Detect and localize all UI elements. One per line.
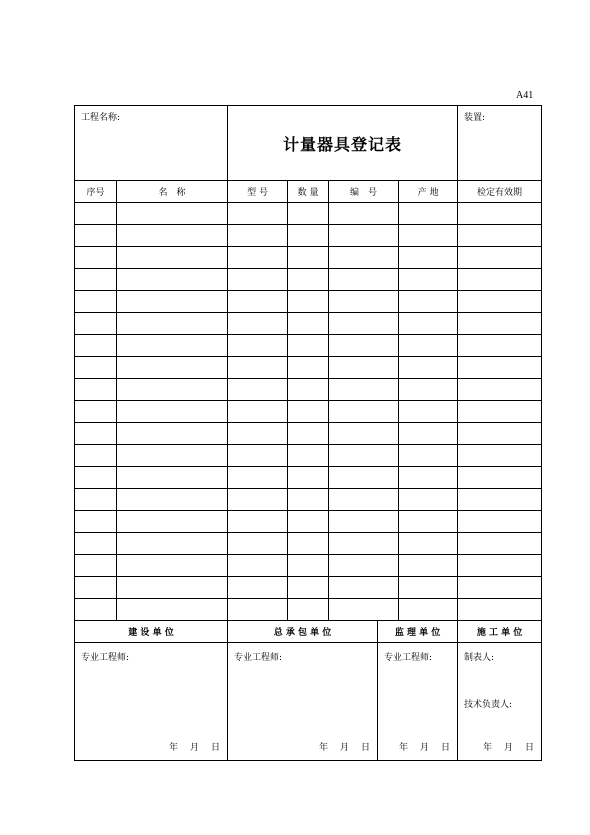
cell-name[interactable] (117, 533, 228, 555)
cell-name[interactable] (117, 313, 228, 335)
project-name-cell[interactable] (75, 106, 228, 181)
table-row (75, 555, 542, 577)
cell-origin[interactable] (399, 357, 458, 379)
cell-name[interactable] (117, 489, 228, 511)
cell-quantity[interactable] (288, 599, 329, 621)
form-code: A41 (516, 90, 534, 101)
cell-validity[interactable] (458, 423, 542, 445)
device-label: 装置: (464, 113, 486, 123)
unit-general-contractor: 总 承 包 单 位 (228, 621, 378, 643)
cell-index[interactable] (75, 291, 117, 313)
cell-index[interactable] (75, 467, 117, 489)
cell-model[interactable] (228, 423, 288, 445)
cell-number[interactable] (329, 379, 399, 401)
cell-origin[interactable] (399, 247, 458, 269)
cell-index[interactable] (75, 555, 117, 577)
cell-number[interactable] (329, 291, 399, 313)
cell-validity[interactable] (458, 247, 542, 269)
supervisor-date: 年 月 日 (398, 743, 453, 753)
cell-model[interactable] (228, 445, 288, 467)
cell-validity[interactable] (458, 291, 542, 313)
cell-model[interactable] (228, 313, 288, 335)
cell-model[interactable] (228, 489, 288, 511)
cell-number[interactable] (329, 313, 399, 335)
cell-origin[interactable] (399, 269, 458, 291)
cell-index[interactable] (75, 357, 117, 379)
cell-model[interactable] (228, 379, 288, 401)
cell-index[interactable] (75, 577, 117, 599)
cell-name[interactable] (117, 379, 228, 401)
table-row (75, 511, 542, 533)
cell-quantity[interactable] (288, 555, 329, 577)
cell-quantity[interactable] (288, 379, 329, 401)
cell-name[interactable] (117, 269, 228, 291)
cell-quantity[interactable] (288, 269, 329, 291)
cell-index[interactable] (75, 423, 117, 445)
cell-origin[interactable] (399, 555, 458, 577)
cell-model[interactable] (228, 511, 288, 533)
cell-validity[interactable] (458, 335, 542, 357)
cell-index[interactable] (75, 335, 117, 357)
table-row (75, 269, 542, 291)
cell-index[interactable] (75, 533, 117, 555)
col-header-number: 编 号 (329, 181, 399, 203)
cell-index[interactable] (75, 225, 117, 247)
cell-origin[interactable] (399, 335, 458, 357)
cell-index[interactable] (75, 313, 117, 335)
cell-index[interactable] (75, 489, 117, 511)
col-header-quantity: 数 量 (288, 181, 329, 203)
cell-name[interactable] (117, 247, 228, 269)
contractor-sign-cell[interactable] (228, 643, 378, 761)
owner-date: 年 月 日 (168, 743, 223, 753)
cell-number[interactable] (329, 577, 399, 599)
table-row (75, 599, 542, 621)
cell-name[interactable] (117, 423, 228, 445)
cell-quantity[interactable] (288, 467, 329, 489)
cell-origin[interactable] (399, 599, 458, 621)
owner-engineer-label: 专业工程师: (81, 653, 130, 663)
cell-validity[interactable] (458, 379, 542, 401)
owner-sign-cell[interactable] (75, 643, 228, 761)
cell-quantity[interactable] (288, 225, 329, 247)
register-table (74, 105, 542, 761)
cell-name[interactable] (117, 599, 228, 621)
cell-model[interactable] (228, 357, 288, 379)
cell-origin[interactable] (399, 401, 458, 423)
cell-index[interactable] (75, 599, 117, 621)
cell-model[interactable] (228, 467, 288, 489)
cell-name[interactable] (117, 445, 228, 467)
cell-number[interactable] (329, 467, 399, 489)
cell-origin[interactable] (399, 423, 458, 445)
cell-model[interactable] (228, 247, 288, 269)
cell-origin[interactable] (399, 489, 458, 511)
cell-index[interactable] (75, 269, 117, 291)
cell-validity[interactable] (458, 467, 542, 489)
preparer-label: 制表人: (464, 653, 495, 663)
table-row (75, 489, 542, 511)
cell-name[interactable] (117, 357, 228, 379)
cell-validity[interactable] (458, 577, 542, 599)
header-row (75, 106, 542, 181)
cell-validity[interactable] (458, 401, 542, 423)
cell-name[interactable] (117, 401, 228, 423)
cell-quantity[interactable] (288, 511, 329, 533)
cell-validity[interactable] (458, 269, 542, 291)
table-row (75, 357, 542, 379)
cell-validity[interactable] (458, 445, 542, 467)
cell-origin[interactable] (399, 225, 458, 247)
cell-validity[interactable] (458, 203, 542, 225)
cell-number[interactable] (329, 511, 399, 533)
cell-origin[interactable] (399, 577, 458, 599)
cell-number[interactable] (329, 555, 399, 577)
construction-sign-cell[interactable] (458, 643, 542, 761)
table-row (75, 247, 542, 269)
cell-quantity[interactable] (288, 577, 329, 599)
supervisor-sign-cell[interactable] (378, 643, 458, 761)
table-row (75, 445, 542, 467)
cell-quantity[interactable] (288, 533, 329, 555)
cell-origin[interactable] (399, 313, 458, 335)
cell-number[interactable] (329, 269, 399, 291)
cell-model[interactable] (228, 335, 288, 357)
col-header-model: 型 号 (228, 181, 288, 203)
project-name-label: 工程名称: (81, 113, 121, 123)
cell-name[interactable] (117, 203, 228, 225)
cell-model[interactable] (228, 555, 288, 577)
cell-number[interactable] (329, 357, 399, 379)
cell-origin[interactable] (399, 445, 458, 467)
unit-supervisor: 监 理 单 位 (378, 621, 458, 643)
cell-index[interactable] (75, 247, 117, 269)
cell-index[interactable] (75, 401, 117, 423)
tech-lead-label: 技术负责人: (464, 700, 513, 710)
cell-quantity[interactable] (288, 313, 329, 335)
cell-validity[interactable] (458, 489, 542, 511)
unit-header-row (75, 621, 542, 643)
col-header-validity: 检定有效期 (458, 181, 542, 203)
form-title: 计量器具登记表 (228, 106, 458, 181)
cell-quantity[interactable] (288, 357, 329, 379)
cell-validity[interactable] (458, 555, 542, 577)
cell-number[interactable] (329, 225, 399, 247)
cell-name[interactable] (117, 511, 228, 533)
cell-model[interactable] (228, 533, 288, 555)
supervisor-engineer-label: 专业工程师: (384, 653, 433, 663)
table-row (75, 577, 542, 599)
table-row (75, 379, 542, 401)
col-header-name: 名 称 (117, 181, 228, 203)
unit-construction: 施 工 单 位 (458, 621, 542, 643)
cell-index[interactable] (75, 203, 117, 225)
device-cell[interactable] (458, 106, 542, 181)
cell-model[interactable] (228, 291, 288, 313)
cell-quantity[interactable] (288, 247, 329, 269)
cell-model[interactable] (228, 269, 288, 291)
cell-model[interactable] (228, 203, 288, 225)
cell-validity[interactable] (458, 599, 542, 621)
column-header-row (75, 181, 542, 203)
cell-number[interactable] (329, 445, 399, 467)
cell-name[interactable] (117, 555, 228, 577)
cell-validity[interactable] (458, 533, 542, 555)
cell-index[interactable] (75, 511, 117, 533)
cell-validity[interactable] (458, 357, 542, 379)
cell-model[interactable] (228, 599, 288, 621)
table-row (75, 291, 542, 313)
cell-name[interactable] (117, 577, 228, 599)
contractor-date: 年 月 日 (318, 743, 373, 753)
cell-name[interactable] (117, 335, 228, 357)
cell-origin[interactable] (399, 533, 458, 555)
table-row (75, 401, 542, 423)
cell-name[interactable] (117, 291, 228, 313)
cell-name[interactable] (117, 467, 228, 489)
cell-model[interactable] (228, 577, 288, 599)
cell-quantity[interactable] (288, 291, 329, 313)
table-body (75, 203, 542, 621)
cell-validity[interactable] (458, 225, 542, 247)
unit-owner: 建 设 单 位 (75, 621, 228, 643)
cell-origin[interactable] (399, 379, 458, 401)
table-row (75, 533, 542, 555)
cell-number[interactable] (329, 401, 399, 423)
col-header-origin: 产 地 (399, 181, 458, 203)
cell-origin[interactable] (399, 467, 458, 489)
cell-origin[interactable] (399, 291, 458, 313)
table-row (75, 335, 542, 357)
cell-index[interactable] (75, 445, 117, 467)
table-row (75, 225, 542, 247)
cell-model[interactable] (228, 401, 288, 423)
cell-validity[interactable] (458, 511, 542, 533)
cell-name[interactable] (117, 225, 228, 247)
cell-origin[interactable] (399, 203, 458, 225)
cell-number[interactable] (329, 489, 399, 511)
cell-number[interactable] (329, 335, 399, 357)
cell-model[interactable] (228, 225, 288, 247)
cell-quantity[interactable] (288, 203, 329, 225)
cell-quantity[interactable] (288, 423, 329, 445)
table-row (75, 313, 542, 335)
construction-date: 年 月 日 (483, 743, 537, 753)
contractor-engineer-label: 专业工程师: (234, 653, 283, 663)
cell-number[interactable] (329, 247, 399, 269)
cell-index[interactable] (75, 379, 117, 401)
signature-row (75, 643, 542, 761)
col-header-index: 序号 (75, 181, 117, 203)
cell-quantity[interactable] (288, 335, 329, 357)
cell-quantity[interactable] (288, 401, 329, 423)
table-row (75, 467, 542, 489)
table-row (75, 203, 542, 225)
cell-number[interactable] (329, 203, 399, 225)
cell-quantity[interactable] (288, 445, 329, 467)
cell-number[interactable] (329, 533, 399, 555)
table-row (75, 423, 542, 445)
cell-quantity[interactable] (288, 489, 329, 511)
cell-validity[interactable] (458, 313, 542, 335)
cell-number[interactable] (329, 599, 399, 621)
cell-number[interactable] (329, 423, 399, 445)
cell-origin[interactable] (399, 511, 458, 533)
